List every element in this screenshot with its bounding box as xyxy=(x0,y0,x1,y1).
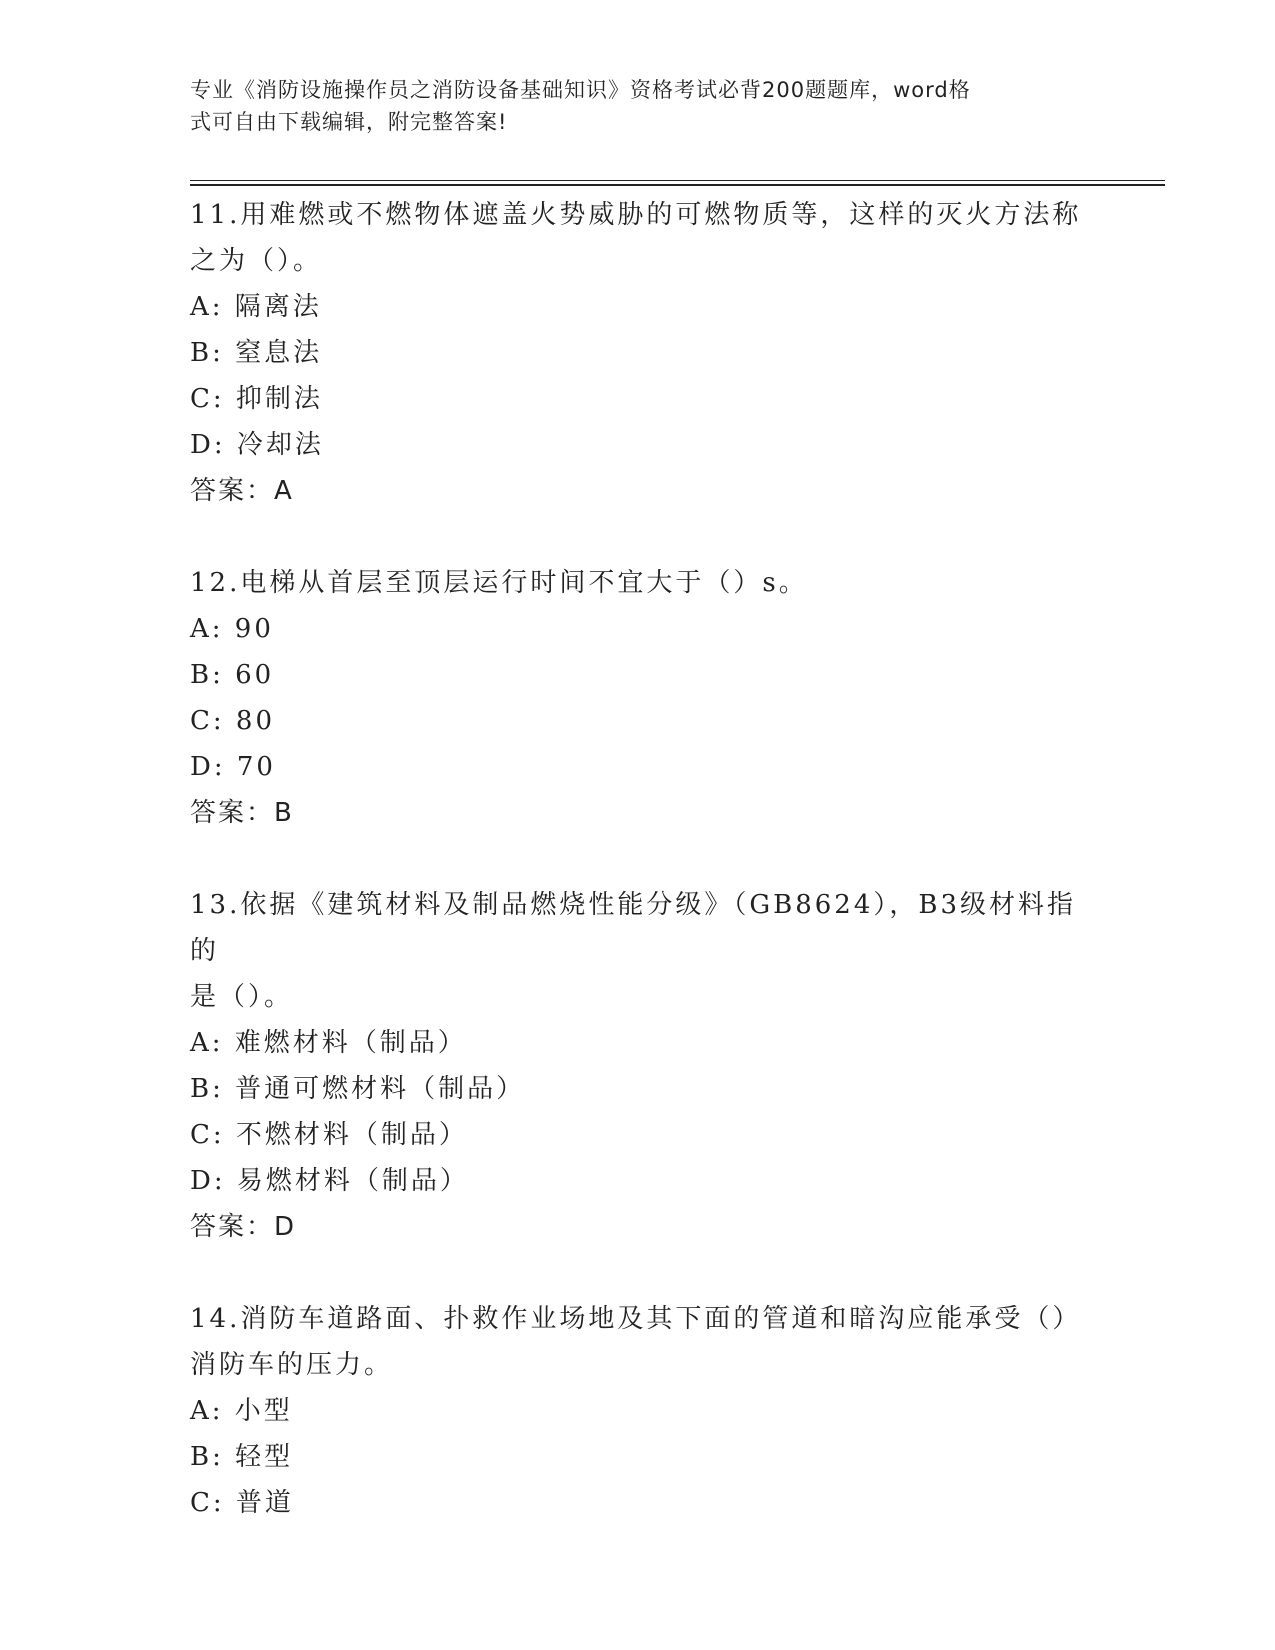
question-stem: 12.电梯从首层至顶层运行时间不宜大于（）s。 xyxy=(190,568,808,598)
question-stem-continued: 消防车的压力。 xyxy=(190,1350,394,1380)
spacer xyxy=(190,836,1090,882)
header-divider-thick xyxy=(190,184,1165,186)
answer-line: 答案：A xyxy=(190,476,294,506)
question-13 xyxy=(190,882,1090,1250)
option-a: A: 小型 xyxy=(190,1396,293,1426)
question-stem: 11.用难燃或不燃物体遮盖火势威胁的可燃物质等，这样的灭火方法称 xyxy=(190,200,1082,230)
answer-line: 答案：B xyxy=(190,798,294,828)
header-line-1: 专业《消防设施操作员之消防设备基础知识》资格考试必背200题题库，word格 xyxy=(190,78,971,102)
header-divider-thin xyxy=(190,180,1165,181)
question-stem-continued: 之为（）。 xyxy=(190,246,323,276)
question-11 xyxy=(190,192,1090,514)
question-12 xyxy=(190,560,1090,836)
option-b: B: 普通可燃材料（制品） xyxy=(190,1074,526,1104)
option-c: C: 抑制法 xyxy=(190,384,323,414)
question-14 xyxy=(190,1296,1090,1526)
option-c: C: 80 xyxy=(190,706,276,736)
option-a: A: 隔离法 xyxy=(190,292,322,322)
document-header xyxy=(190,74,1070,138)
option-a: A: 90 xyxy=(190,614,274,644)
answer-line: 答案：D xyxy=(190,1212,297,1242)
option-a: A: 难燃材料（制品） xyxy=(190,1028,467,1058)
spacer xyxy=(190,514,1090,560)
option-b: B: 60 xyxy=(190,660,275,690)
question-stem: 13.依据《建筑材料及制品燃烧性能分级》（GB8624），B3级材料指的 xyxy=(190,890,1077,966)
question-list xyxy=(190,192,1090,1526)
question-stem: 14.消防车道路面、扑救作业场地及其下面的管道和暗沟应能承受（） xyxy=(190,1304,1082,1334)
question-stem-continued: 是（）。 xyxy=(190,982,294,1012)
option-b: B: 轻型 xyxy=(190,1442,294,1472)
option-d: D: 70 xyxy=(190,752,276,782)
option-c: C: 不燃材料（制品） xyxy=(190,1120,468,1150)
option-d: D: 冷却法 xyxy=(190,430,324,460)
option-c: C: 普道 xyxy=(190,1488,294,1518)
option-d: D: 易燃材料（制品） xyxy=(190,1166,469,1196)
option-b: B: 窒息法 xyxy=(190,338,323,368)
spacer xyxy=(190,1250,1090,1296)
header-line-2: 式可自由下载编辑，附完整答案! xyxy=(190,110,508,134)
